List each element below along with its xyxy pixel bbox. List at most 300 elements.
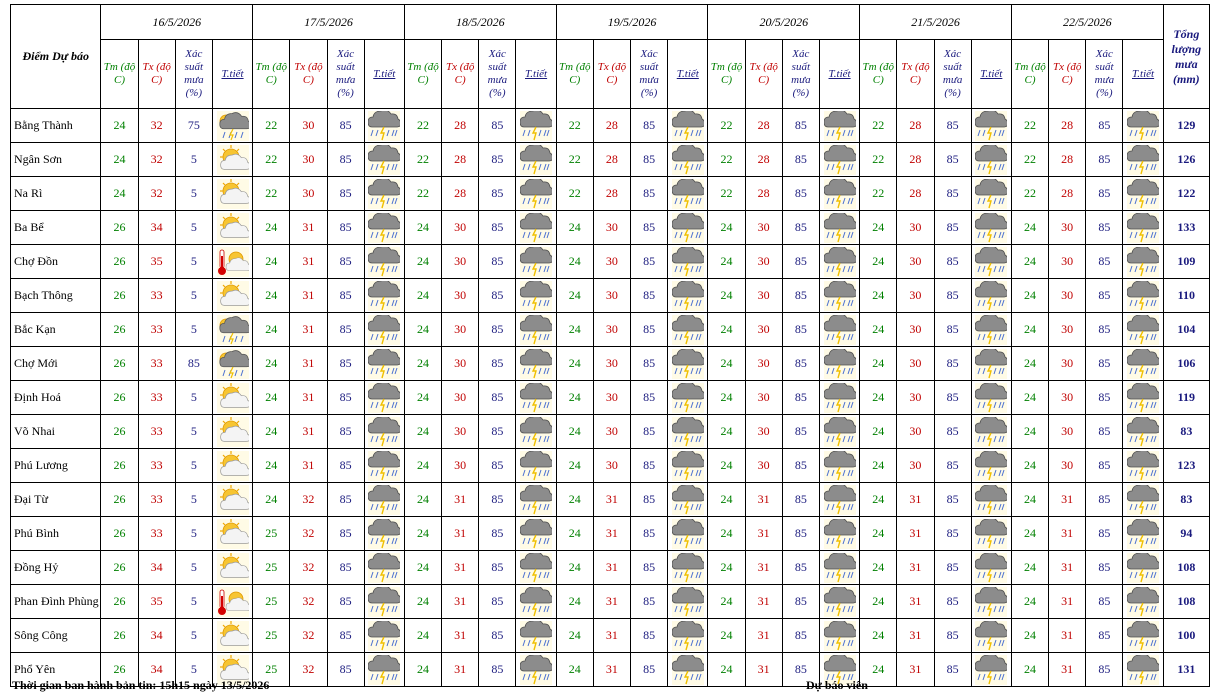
weather-cell [364,313,404,347]
rain-probability-cell: 85 [327,211,364,245]
max-temp-cell: 31 [897,517,934,551]
max-temp-cell: 30 [593,347,630,381]
max-temp-cell: 30 [593,381,630,415]
rain-probability-cell: 85 [782,177,819,211]
partly-sunny-icon [213,213,252,243]
total-rain-cell: 108 [1163,585,1209,619]
max-temp-cell: 33 [138,483,175,517]
weather-cell [819,313,859,347]
location-name: Chợ Mới [11,347,101,381]
total-rain-cell: 106 [1163,347,1209,381]
date-header: 21/5/2026 [860,5,1012,40]
max-temp-cell: 31 [745,517,782,551]
rain-probability-cell: 85 [934,211,971,245]
rain-probability-cell: 85 [327,177,364,211]
tx-column-header: Tx (độ C) [138,40,175,109]
max-temp-cell: 30 [897,245,934,279]
partly-sunny-icon [213,281,252,311]
max-temp-cell: 31 [1049,483,1086,517]
thunderstorm-rain-icon [972,145,1011,175]
rain-probability-cell: 85 [934,415,971,449]
weather-cell [516,415,556,449]
min-temp-cell: 24 [1011,313,1048,347]
rain-probability-cell: 85 [327,109,364,143]
max-temp-cell: 31 [290,347,327,381]
thunderstorm-rain-icon [516,111,555,141]
weather-cell [971,109,1011,143]
rain-probability-column-header: Xác suất mưa (%) [934,40,971,109]
rain-probability-cell: 5 [175,517,212,551]
rain-probability-cell: 85 [934,381,971,415]
rain-probability-cell: 85 [1086,381,1123,415]
total-rain-cell: 100 [1163,619,1209,653]
issue-time-note: Thời gian ban hành bản tin: 15h15 ngày 13/5/2026 [12,678,270,692]
rain-probability-cell: 5 [175,585,212,619]
max-temp-cell: 33 [138,313,175,347]
max-temp-cell: 32 [138,109,175,143]
min-temp-cell: 24 [708,313,745,347]
rain-probability-cell: 85 [934,143,971,177]
min-temp-cell: 24 [404,449,441,483]
max-temp-cell: 31 [442,483,479,517]
total-rain-cell: 110 [1163,279,1209,313]
min-temp-cell: 24 [708,653,745,687]
thunderstorm-rain-icon [668,247,707,277]
rain-probability-cell: 85 [934,313,971,347]
weather-cell [212,279,252,313]
rain-probability-cell: 85 [782,143,819,177]
max-temp-cell: 31 [442,551,479,585]
max-temp-cell: 32 [290,585,327,619]
total-rain-cell: 83 [1163,415,1209,449]
thunderstorm-rain-icon [820,519,859,549]
thunderstorm-rain-icon [668,519,707,549]
rain-probability-cell: 85 [631,381,668,415]
thunderstorm-rain-icon [972,383,1011,413]
rain-probability-cell: 85 [631,653,668,687]
rain-probability-cell: 85 [782,517,819,551]
rain-probability-cell: 85 [479,585,516,619]
min-temp-cell: 24 [253,347,290,381]
rain-probability-cell: 5 [175,211,212,245]
hot-sun-icon [213,247,252,277]
weather-column-header: T.tiết [1123,40,1163,109]
tm-column-header: Tm (độ C) [101,40,138,109]
weather-column-header: T.tiết [819,40,859,109]
weather-cell [668,177,708,211]
weather-cell [516,619,556,653]
rain-probability-cell: 85 [631,585,668,619]
min-temp-cell: 24 [253,279,290,313]
max-temp-cell: 30 [1049,211,1086,245]
tx-column-header: Tx (độ C) [745,40,782,109]
total-rain-cell: 129 [1163,109,1209,143]
max-temp-cell: 34 [138,551,175,585]
rain-probability-cell: 85 [479,483,516,517]
location-name: Phú Bình [11,517,101,551]
max-temp-cell: 34 [138,619,175,653]
thunderstorm-rain-icon [668,451,707,481]
rain-probability-cell: 85 [782,211,819,245]
table-row [11,415,1210,449]
weather-cell [971,449,1011,483]
max-temp-cell: 31 [442,619,479,653]
max-temp-cell: 30 [1049,449,1086,483]
rain-probability-cell: 85 [1086,483,1123,517]
weather-cell [516,517,556,551]
rain-probability-cell: 85 [327,143,364,177]
max-temp-cell: 30 [593,245,630,279]
weather-cell [668,279,708,313]
rain-probability-cell: 85 [934,109,971,143]
thunderstorm-rain-icon [1123,247,1162,277]
max-temp-cell: 30 [897,313,934,347]
min-temp-cell: 24 [404,517,441,551]
thunderstorm-rain-icon [972,519,1011,549]
weather-cell [364,551,404,585]
weather-cell [212,449,252,483]
min-temp-cell: 22 [404,177,441,211]
max-temp-cell: 28 [1049,143,1086,177]
thunderstorm-rain-icon [668,281,707,311]
total-rain-cell: 94 [1163,517,1209,551]
min-temp-cell: 24 [253,313,290,347]
weather-cell [668,483,708,517]
max-temp-cell: 31 [593,619,630,653]
min-temp-cell: 25 [253,551,290,585]
thunderstorm-rain-icon [972,485,1011,515]
rain-probability-cell: 85 [631,483,668,517]
tx-column-header: Tx (độ C) [1049,40,1086,109]
weather-cell [1123,381,1163,415]
min-temp-cell: 22 [253,109,290,143]
weather-cell [212,211,252,245]
max-temp-cell: 30 [897,279,934,313]
rain-probability-cell: 85 [327,653,364,687]
rain-probability-cell: 85 [934,653,971,687]
min-temp-cell: 26 [101,517,138,551]
min-temp-cell: 24 [101,143,138,177]
max-temp-cell: 31 [290,381,327,415]
thunderstorm-rain-icon [516,315,555,345]
thunderstorm-rain-icon [365,553,404,583]
min-temp-cell: 26 [101,381,138,415]
total-rain-cell: 131 [1163,653,1209,687]
rain-probability-cell: 85 [631,415,668,449]
min-temp-cell: 24 [556,619,593,653]
rain-probability-cell: 85 [631,551,668,585]
thunderstorm-rain-icon [1123,485,1162,515]
min-temp-cell: 26 [101,619,138,653]
total-rain-cell: 83 [1163,483,1209,517]
rain-probability-cell: 85 [782,653,819,687]
min-temp-cell: 26 [101,347,138,381]
rain-probability-cell: 85 [1086,415,1123,449]
min-temp-cell: 24 [1011,483,1048,517]
weather-cell [668,517,708,551]
table-row [11,109,1210,143]
thunderstorm-rain-icon [516,281,555,311]
min-temp-cell: 26 [101,279,138,313]
rain-probability-column-header: Xác suất mưa (%) [1086,40,1123,109]
rain-probability-cell: 85 [479,449,516,483]
min-temp-cell: 26 [101,415,138,449]
total-rain-cell: 108 [1163,551,1209,585]
min-temp-cell: 24 [1011,415,1048,449]
min-temp-cell: 26 [101,313,138,347]
weather-cell [1123,653,1163,687]
thunderstorm-rain-icon [668,587,707,617]
weather-cell [1123,551,1163,585]
table-row [11,177,1210,211]
weather-cell [668,653,708,687]
weather-cell [1123,109,1163,143]
max-temp-cell: 30 [1049,313,1086,347]
min-temp-cell: 24 [101,177,138,211]
rain-probability-cell: 5 [175,143,212,177]
min-temp-cell: 24 [556,551,593,585]
thunderstorm-rain-icon [1123,553,1162,583]
max-temp-cell: 30 [593,211,630,245]
min-temp-cell: 26 [101,483,138,517]
min-temp-cell: 24 [404,347,441,381]
min-temp-cell: 24 [1011,551,1048,585]
weather-cell [971,483,1011,517]
weather-cell [516,211,556,245]
location-name: Ngân Sơn [11,143,101,177]
sun-cloud-rain-icon [213,315,252,345]
rain-probability-cell: 85 [479,177,516,211]
total-rain-cell: 122 [1163,177,1209,211]
location-name: Ba Bể [11,211,101,245]
weather-cell [364,347,404,381]
max-temp-cell: 32 [290,619,327,653]
min-temp-cell: 24 [253,381,290,415]
weather-cell [819,245,859,279]
rain-probability-cell: 5 [175,551,212,585]
rain-probability-cell: 75 [175,109,212,143]
max-temp-cell: 30 [1049,415,1086,449]
location-name: Sông Công [11,619,101,653]
max-temp-cell: 31 [290,211,327,245]
min-temp-cell: 22 [556,177,593,211]
table-row [11,619,1210,653]
thunderstorm-rain-icon [516,213,555,243]
weather-cell [364,109,404,143]
thunderstorm-rain-icon [972,621,1011,651]
weather-cell [971,143,1011,177]
max-temp-cell: 32 [290,517,327,551]
max-temp-cell: 30 [1049,381,1086,415]
min-temp-cell: 24 [556,279,593,313]
rain-probability-cell: 85 [934,517,971,551]
min-temp-cell: 24 [556,449,593,483]
max-temp-cell: 30 [290,177,327,211]
weather-cell [668,381,708,415]
thunderstorm-rain-icon [365,111,404,141]
rain-probability-cell: 85 [934,551,971,585]
thunderstorm-rain-icon [972,111,1011,141]
rain-probability-cell: 85 [1086,245,1123,279]
partly-sunny-icon [213,145,252,175]
max-temp-cell: 30 [745,449,782,483]
min-temp-cell: 24 [556,483,593,517]
min-temp-cell: 24 [101,109,138,143]
min-temp-cell: 24 [860,551,897,585]
thunderstorm-rain-icon [365,281,404,311]
rain-probability-cell: 85 [1086,585,1123,619]
min-temp-cell: 24 [556,381,593,415]
thunderstorm-rain-icon [516,519,555,549]
weather-cell [516,381,556,415]
max-temp-cell: 31 [593,585,630,619]
rain-probability-cell: 85 [1086,279,1123,313]
max-temp-cell: 28 [593,177,630,211]
min-temp-cell: 24 [253,449,290,483]
weather-cell [819,483,859,517]
table-row [11,143,1210,177]
thunderstorm-rain-icon [820,553,859,583]
partly-sunny-icon [213,553,252,583]
rain-probability-cell: 85 [782,347,819,381]
max-temp-cell: 31 [745,653,782,687]
max-temp-cell: 30 [1049,347,1086,381]
rain-probability-cell: 85 [1086,619,1123,653]
weather-cell [971,381,1011,415]
total-rain-cell: 133 [1163,211,1209,245]
thunderstorm-rain-icon [972,417,1011,447]
min-temp-cell: 24 [253,245,290,279]
weather-cell [971,653,1011,687]
thunderstorm-rain-icon [820,451,859,481]
min-temp-cell: 24 [404,551,441,585]
min-temp-cell: 24 [556,313,593,347]
min-temp-cell: 24 [708,347,745,381]
min-temp-cell: 22 [860,177,897,211]
thunderstorm-rain-icon [1123,655,1162,685]
max-temp-cell: 30 [745,415,782,449]
rain-probability-cell: 85 [631,245,668,279]
rain-probability-cell: 85 [934,279,971,313]
weather-cell [516,585,556,619]
min-temp-cell: 24 [860,483,897,517]
min-temp-cell: 22 [708,143,745,177]
max-temp-cell: 30 [442,347,479,381]
weather-cell [668,109,708,143]
thunderstorm-rain-icon [1123,383,1162,413]
max-temp-cell: 30 [745,279,782,313]
min-temp-cell: 22 [860,143,897,177]
thunderstorm-rain-icon [820,621,859,651]
max-temp-cell: 31 [897,585,934,619]
date-header: 20/5/2026 [708,5,860,40]
rain-probability-cell: 85 [934,449,971,483]
rain-probability-cell: 85 [479,279,516,313]
max-temp-cell: 31 [745,619,782,653]
thunderstorm-rain-icon [1123,451,1162,481]
rain-probability-cell: 85 [782,245,819,279]
min-temp-cell: 24 [1011,653,1048,687]
weather-cell [212,585,252,619]
thunderstorm-rain-icon [972,213,1011,243]
max-temp-cell: 28 [897,177,934,211]
weather-cell [1123,313,1163,347]
thunderstorm-rain-icon [668,621,707,651]
weather-cell [971,517,1011,551]
max-temp-cell: 31 [1049,653,1086,687]
min-temp-cell: 22 [556,109,593,143]
weather-cell [668,143,708,177]
table-row [11,211,1210,245]
table-row [11,483,1210,517]
thunderstorm-rain-icon [972,655,1011,685]
rain-probability-cell: 85 [1086,211,1123,245]
min-temp-cell: 24 [404,381,441,415]
min-temp-cell: 24 [708,483,745,517]
min-temp-cell: 24 [556,415,593,449]
weather-cell [668,211,708,245]
thunderstorm-rain-icon [365,247,404,277]
tm-column-header: Tm (độ C) [708,40,745,109]
min-temp-cell: 22 [1011,109,1048,143]
max-temp-cell: 28 [442,143,479,177]
max-temp-cell: 32 [290,653,327,687]
max-temp-cell: 30 [442,381,479,415]
location-name: Định Hoá [11,381,101,415]
max-temp-cell: 31 [1049,551,1086,585]
rain-probability-column-header: Xác suất mưa (%) [782,40,819,109]
weather-cell [516,347,556,381]
rain-probability-cell: 85 [631,619,668,653]
max-temp-cell: 31 [745,551,782,585]
weather-cell [971,177,1011,211]
thunderstorm-rain-icon [972,587,1011,617]
rain-probability-cell: 5 [175,449,212,483]
rain-probability-cell: 85 [631,143,668,177]
weather-cell [364,245,404,279]
min-temp-cell: 24 [556,211,593,245]
location-name: Phú Lương [11,449,101,483]
table-row [11,279,1210,313]
max-temp-cell: 30 [745,245,782,279]
weather-cell [364,177,404,211]
min-temp-cell: 24 [1011,585,1048,619]
max-temp-cell: 31 [290,415,327,449]
min-temp-cell: 24 [860,585,897,619]
weather-cell [819,109,859,143]
weather-cell [212,347,252,381]
min-temp-cell: 24 [404,279,441,313]
min-temp-cell: 24 [860,619,897,653]
rain-probability-cell: 85 [327,619,364,653]
tm-column-header: Tm (độ C) [556,40,593,109]
max-temp-cell: 30 [442,449,479,483]
location-name: Phan Đình Phùng [11,585,101,619]
thunderstorm-rain-icon [1123,587,1162,617]
thunderstorm-rain-icon [668,111,707,141]
max-temp-cell: 31 [442,517,479,551]
weather-cell [971,313,1011,347]
thunderstorm-rain-icon [516,145,555,175]
partly-sunny-icon [213,451,252,481]
min-temp-cell: 22 [404,143,441,177]
rain-probability-cell: 85 [782,279,819,313]
weather-cell [212,143,252,177]
max-temp-cell: 31 [290,245,327,279]
max-temp-cell: 30 [442,279,479,313]
min-temp-cell: 24 [708,585,745,619]
weather-cell [1123,415,1163,449]
